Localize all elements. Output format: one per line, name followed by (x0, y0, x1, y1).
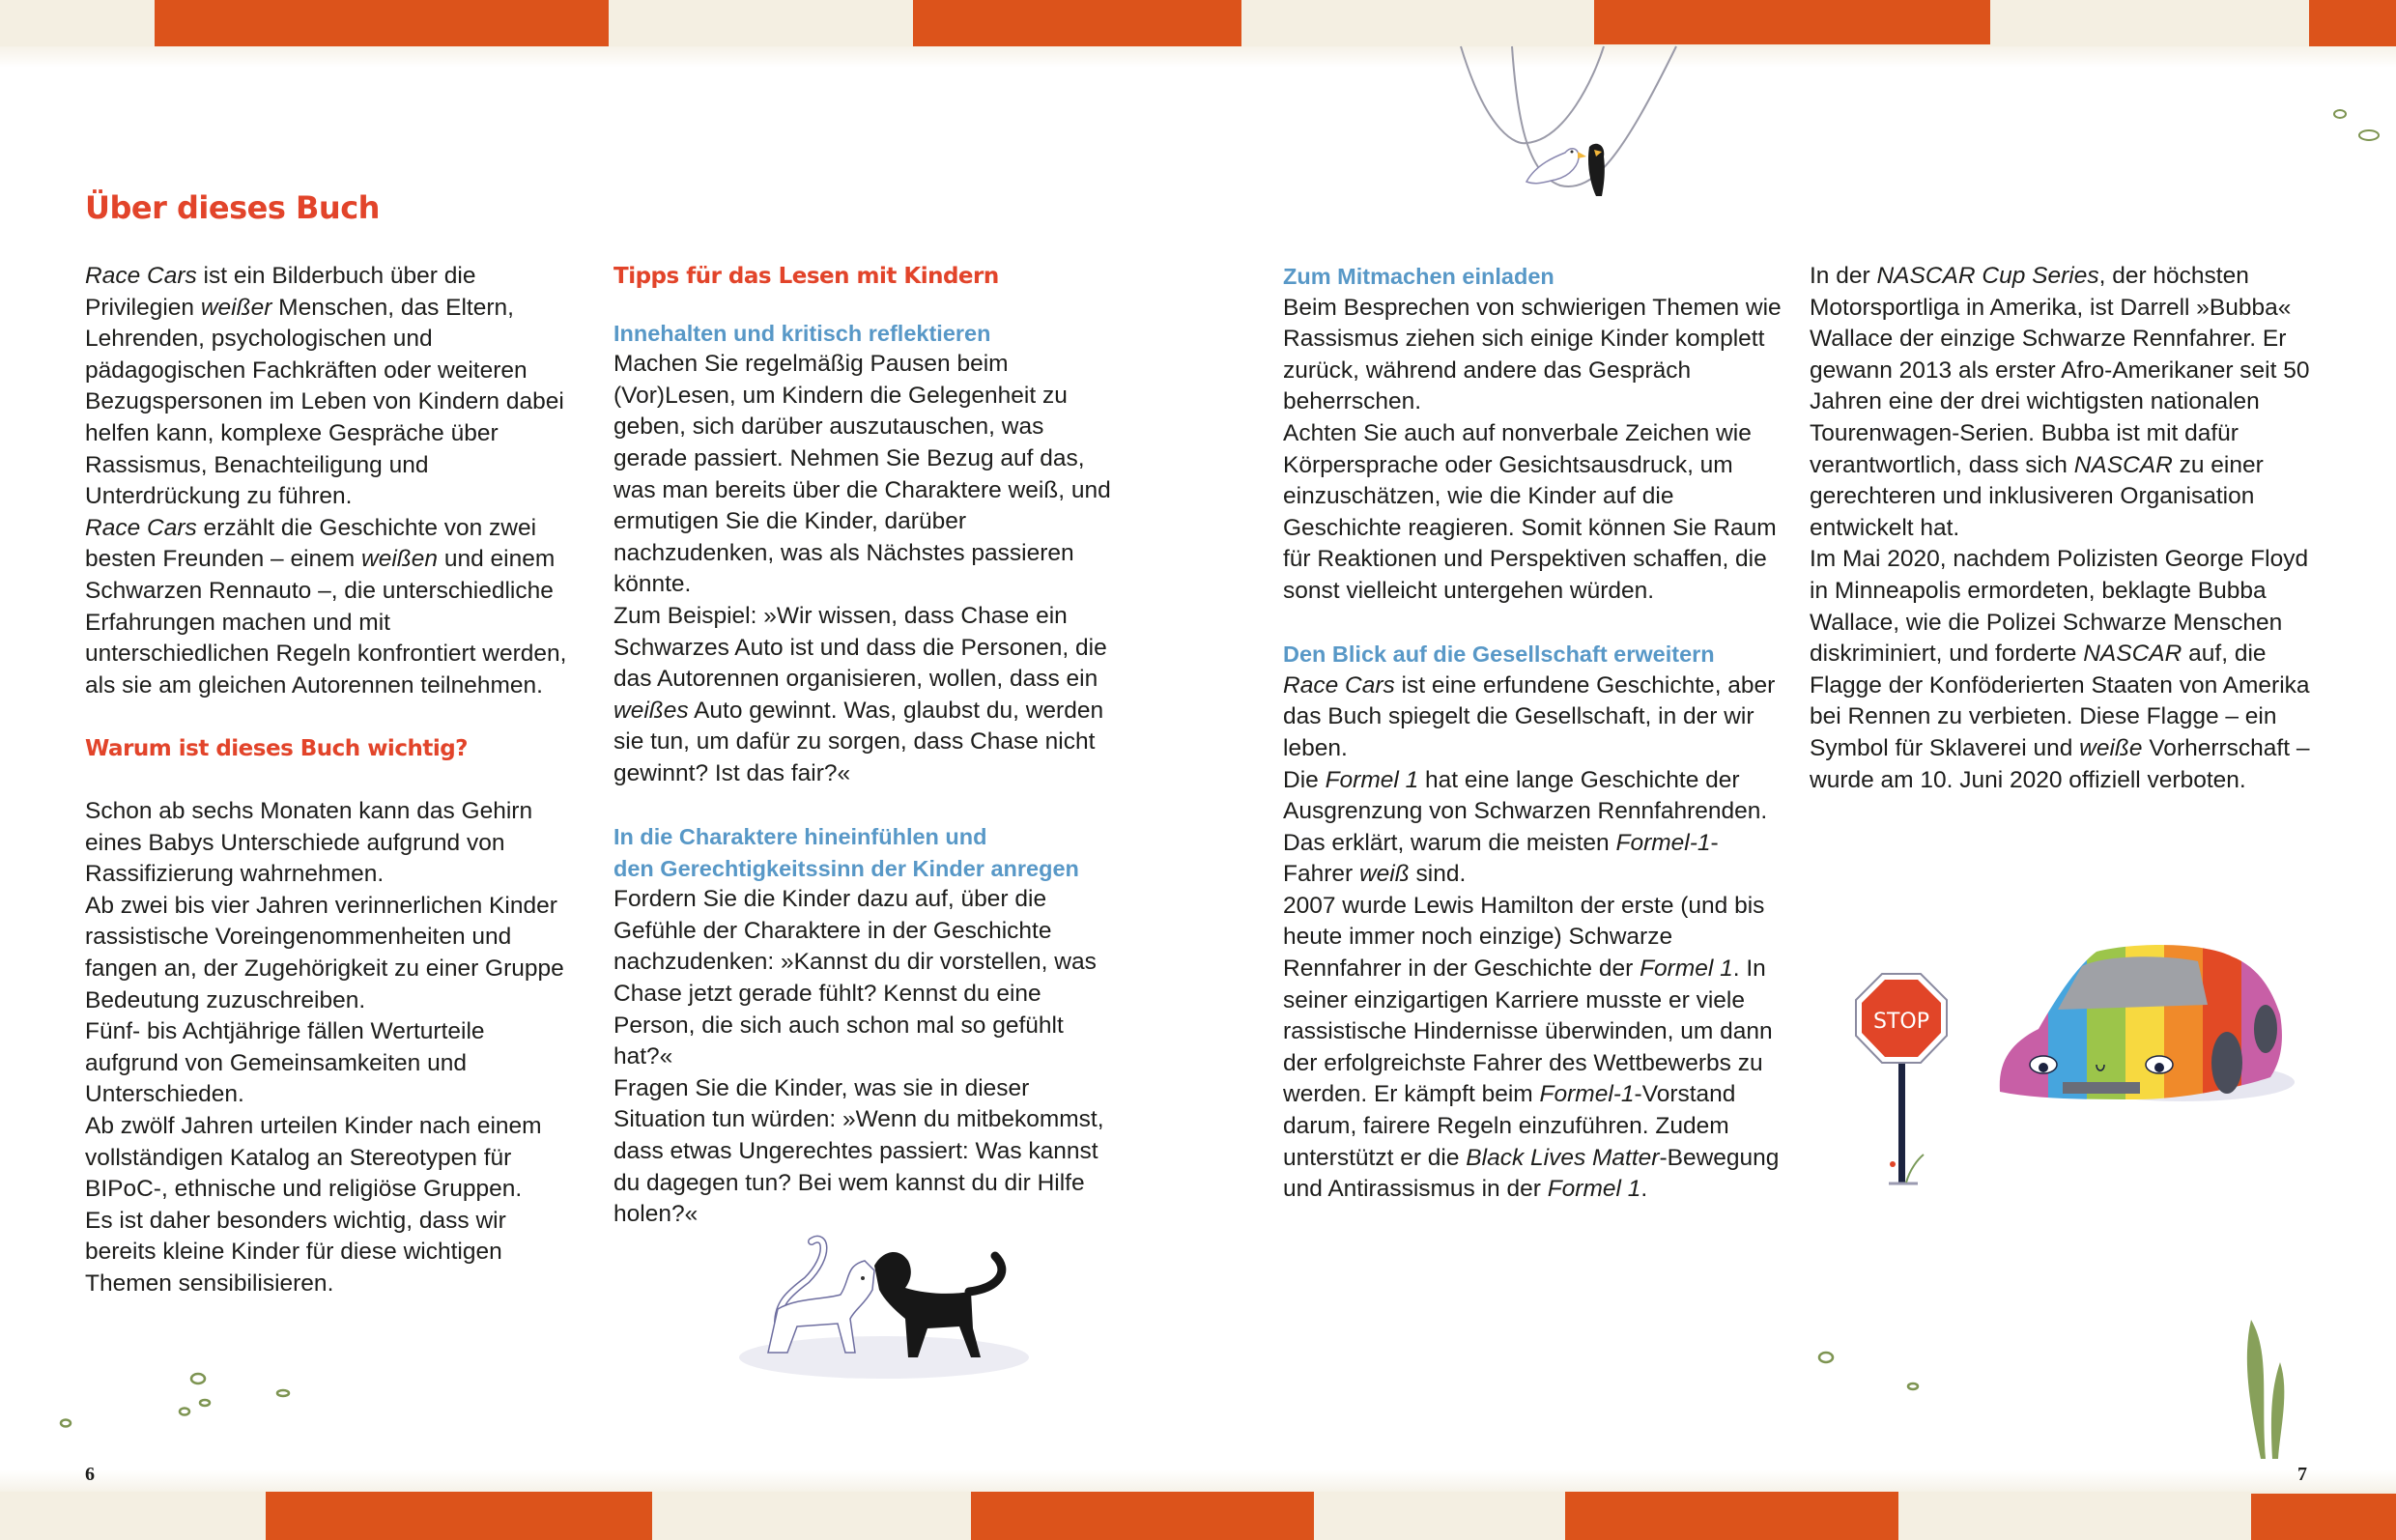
page-title: Über dieses Buch (85, 189, 380, 226)
why-paragraph: Es ist daher besonders wichtig, dass wir bereits kleine Kinder für diese wichtigen Themen sensibilisieren. (85, 1207, 506, 1297)
stop-sign-illustration (1850, 966, 1956, 1188)
rainbow-car-illustration (1990, 908, 2299, 1101)
tips-society-paragraph: 2007 wurde Lewis Hamilton der erste (und bis heute immer noch einzige) Schwarze Rennfahrer in der Geschichte der Formel 1. In seiner einzigartigen Karriere musste er viele rassistische Hindernisse überwinden, um dann der erfolgreichste Fahrer des Wettbewerbs zu werden. Er kämpft beim Formel-1-Vorstand darum, fairere Regeln einzuführen. Zudem unterstützt er die Black Lives Matter-Bewegung und Antirassismus in der Formel 1. (1283, 892, 1780, 1203)
why-paragraph: Ab zwölf Jahren urteilen Kinder nach einem vollständigen Katalog an Stereotypen für BIPoC-, ethnische und religiöse Gruppen. (85, 1113, 542, 1203)
nascar-paragraph: Im Mai 2020, nachdem Polizisten George Floyd in Minneapolis ermordeten, beklagte Bubba Wallace, wie die Polizei Schwarze Menschen diskriminiert, und forderte NASCAR auf, die Flagge der Konföderierten Staaten von Amerika bei Rennen zu verbieten. Diese Flagge – ein Symbol für Sklaverei und weiße Vorherrschaft – wurde am 10. Juni 2020 offiziell verboten. (1810, 546, 2310, 793)
about-intro: Race Cars ist ein Bilderbuch über die Privilegien weißer Menschen, das Eltern, Lehrenden, psychologischen und pädagogischen Fachkräften oder weiteren Bezugspersonen im Leben von Kindern dabei helfen kann, komplexe Gespräche über Rassismus, Benachteiligung und Unterdrückung zu führen. (85, 263, 564, 510)
decorative-pebbles (2299, 68, 2396, 145)
car-eye-icon (2030, 1056, 2057, 1073)
italic-term: weiße (2079, 734, 2143, 761)
italic-term: Race Cars (85, 514, 197, 541)
italic-term: Formel 1 (1325, 766, 1419, 793)
subheading-reflect: Innehalten und kritisch reflektieren (613, 320, 991, 346)
decorative-pebbles (39, 1353, 300, 1469)
italic-term: weißes (613, 697, 689, 724)
stripe (266, 1484, 652, 1540)
about-intro-2: Race Cars erzählt die Geschichte von zwei besten Freunden – einem weißen und einem Schwarzen Rennauto –, die unterschiedliche Erfahrungen machen und mit unterschiedlichen Regeln konfrontiert werden, als sie am gleichen Autorennen teilnehmen. (85, 514, 567, 699)
tips-reflect-paragraph: Machen Sie regelmäßig Pausen beim (Vor)Lesen, um Kindern die Gelegenheit zu geben, sich darüber auszutauschen, was gerade passiert. Nehmen Sie Bezug auf das, was man bereits über die Charaktere weiß, und ermutigen Sie die Kinder, darüber nachzudenken, was als Nächstes passieren könnte. (613, 351, 1111, 598)
grass-leaves-icon (2222, 1314, 2319, 1469)
column-about (85, 261, 573, 1300)
italic-term: Formel 1 (1547, 1176, 1641, 1203)
wheel (2254, 1005, 2277, 1053)
stripe (913, 0, 1241, 53)
two-cats-illustration (720, 1212, 1048, 1396)
subheading-society: Den Blick auf die Gesellschaft erweitern (1283, 642, 1715, 668)
tips-heading: Tipps für das Lesen mit Kindern (613, 264, 999, 289)
car-grille (2063, 1082, 2140, 1094)
windshield (2058, 956, 2208, 1010)
column-tips (613, 261, 1121, 1231)
subheading-line: In die Charaktere hineinfühlen und (613, 824, 987, 850)
top-band-edge (0, 46, 2396, 68)
italic-term: Formel-1 (1539, 1081, 1635, 1108)
page-number-left: 6 (85, 1464, 95, 1485)
tips-participate-paragraph: Beim Besprechen von schwierigen Themen wie Rassismus ziehen sich einige Kinder komplett zurück, während andere das Gespräch beherrschen. (1283, 294, 1782, 415)
bottom-band-edge (0, 1470, 2396, 1492)
tips-empathy-paragraph: Fordern Sie die Kinder dazu auf, über die Gefühle der Charaktere in der Geschichte nachzudenken: »Kannst du dir vorstellen, was Chase jetzt gerade fühlt? Kennst du eine Person, die sich auch schon mal so gefühlt hat?« (613, 886, 1097, 1070)
sign-post (1898, 1043, 1905, 1184)
white-cat-icon (768, 1240, 874, 1353)
page-number-right: 7 (2297, 1464, 2307, 1485)
nascar-paragraph: In der NASCAR Cup Series, der höchsten Motorsportliga in Amerika, ist Darrell »Bubba« Wallace der einzige Schwarze Rennfahrer. Er gewann 2013 als erster Afro-Amerikaner seit 50 Jahren eine der drei wichtigsten nationalen Tourenwagen-Serien. Bubba ist mit dafür verantwortlich, dass sich NASCAR zu einer gerechteren und inklusiveren Organisation entwickelt hat. (1810, 263, 2310, 541)
black-bird-icon (1588, 144, 1605, 196)
italic-term: Formel 1 (1640, 955, 1733, 983)
white-bird-icon (1526, 149, 1586, 184)
italic-term: Black Lives Matter (1466, 1144, 1660, 1171)
wheel (2211, 1032, 2242, 1094)
italic-term: Formel-1 (1615, 829, 1711, 856)
stripe (1565, 1487, 1898, 1540)
car-eye-icon (2146, 1056, 2173, 1073)
italic-term: NASCAR Cup Series (1876, 263, 2099, 289)
why-paragraph: Fünf- bis Achtjährige fällen Werturteile aufgrund von Gemeinsamkeiten und Unterschieden. (85, 1018, 485, 1108)
wire (1461, 46, 1604, 143)
stop-sign-text: STOP (1873, 1010, 1929, 1034)
why-heading: Warum ist dieses Buch wichtig? (85, 735, 469, 761)
decorative-pebbles (1797, 1314, 1932, 1420)
birds-on-wire-illustration (1430, 39, 1720, 213)
italic-term: NASCAR (2073, 451, 2173, 478)
why-paragraph: Schon ab sechs Monaten kann das Gehirn eines Babys Unterschiede aufgrund von Rassifizierung wahrnehmen. (85, 798, 533, 888)
subheading-line: den Gerechtigkeitssinn der Kinder anregen (613, 855, 1079, 881)
tips-reflect-example: Zum Beispiel: »Wir wissen, dass Chase ein Schwarzes Auto ist und dass die Personen, die das Autorennen organisieren, wollen, dass ein weißes Auto gewinnt. Was, glaubst du, werden sie tun, um dafür zu sorgen, dass Chase nicht gewinnt? Ist das fair?« (613, 602, 1107, 786)
subheading-empathy (613, 821, 1121, 884)
column-tips-continued (1283, 261, 1785, 1206)
italic-term: Race Cars (1283, 671, 1395, 699)
italic-term: weiß (1358, 861, 1410, 888)
tips-empathy-paragraph: Fragen Sie die Kinder, was sie in dieser Situation tun würden: »Wenn du mitbekommst, dass etwas Ungerechtes passiert: Was kannst du dagegen tun? Bei wem kannst du dir Hilfe holen?« (613, 1074, 1104, 1228)
subheading-participate: Zum Mitmachen einladen (1283, 264, 1555, 289)
italic-term: weißer (200, 294, 272, 321)
column-nascar (1810, 261, 2322, 796)
italic-term: NASCAR (2083, 641, 2182, 668)
tips-participate-paragraph: Achten Sie auch auf nonverbale Zeichen wie Körpersprache oder Gesichtsausdruck, um einzuschätzen, wie die Kinder auf die Geschichte reagieren. Somit können Sie Raum für Reaktionen und Perspektiven schaffen, die sonst vielleicht untergehen würden. (1283, 419, 1777, 604)
italic-term: weißen (361, 546, 439, 573)
tips-society-paragraph: Race Cars ist eine erfundene Geschichte, aber das Buch spiegelt die Gesellschaft, in der wir leben. (1283, 671, 1776, 761)
tips-society-paragraph: Die Formel 1 hat eine lange Geschichte der Ausgrenzung von Schwarzen Rennfahrenden. Das erklärt, warum die meisten Formel-1-Fahrer weiß sind. (1283, 766, 1768, 888)
stripe (2251, 1494, 2396, 1540)
stripe (2309, 0, 2396, 50)
italic-term: Race Cars (85, 263, 197, 289)
why-paragraph: Ab zwei bis vier Jahren verinnerlichen Kinder rassistische Voreingenommenheiten und fangen an, der Zugehörigkeit zu einer Gruppe Bedeutung zuzuschreiben. (85, 892, 564, 1013)
